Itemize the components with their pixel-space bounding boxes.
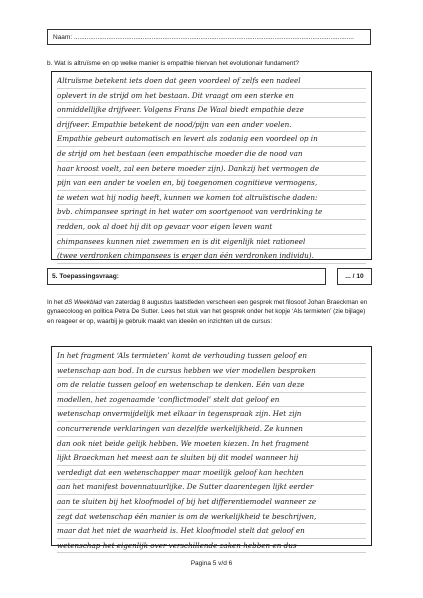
handwritten-line: In het fragment ‘Als termieten’ komt de verhouding tussen geloof en (57, 349, 366, 364)
intro-text-1: In het (47, 299, 65, 306)
answer-5-box (51, 346, 372, 550)
handwritten-line: redden, ook al doet hij dit op gevaar voor eigen leven want (57, 220, 366, 235)
name-label: Naam: ........................................................................................................................................................... (53, 34, 354, 41)
handwritten-line: oplevert in de strijd om het bestaan. Dit vraagt om een sterke en (57, 89, 366, 104)
handwritten-line: bvb. chimpansee springt in het water om soortgenoot van verdrinking te (57, 205, 366, 220)
handwritten-line: zegt dat wetenschap één manier is om de werkelijkheid te beschrijven, (57, 510, 366, 525)
handwritten-line: concurrerende verklaringen van dezelfde werkelijkheid. Ze kunnen (57, 422, 366, 437)
handwritten-line: Empathie gebeurt automatisch en levert als zodanig een voordeel op in (57, 132, 366, 147)
handwritten-line: verdedigt dat een wetenschapper maar moeilijk geloof kan hechten (57, 466, 366, 481)
handwritten-line: haar kroost voelt, zal een betere moeder zijn). Dankzij het vermogen de (57, 162, 366, 177)
handwritten-line: wetenschap onvermijdelijk met elkaar in tegenspraak zijn. Het zijn (57, 407, 366, 422)
page-number: Pagina 5 v/d 6 (190, 560, 233, 567)
score-box: ... / 10 (337, 268, 372, 285)
name-field[interactable] (47, 29, 371, 45)
handwritten-line: te weten wat hij nodig heeft, kunnen we komen tot altruïstische daden: (57, 191, 366, 206)
section-title: 5. Toepassingsvraag: (47, 268, 326, 285)
handwritten-line: (twee verdronken chimpansees is erger dan één verdronken individu). (57, 249, 366, 264)
intro-publication: dS Weekblad (64, 299, 102, 306)
handwritten-line: wetenschap aan bod. In de cursus hebben we vier modellen besproken (57, 364, 366, 379)
intro-text-2: van zaterdag 8 augustus laatstleden verscheen een gesprek met filosoof Johan Braeckman en gynaecoloog en politica Petra De Sutter. Lees het stuk van het gesprek onder het kopje ‘Als termieten’ (zie bijlage) en reageer er op, waarbij je gebruik maakt van ideeën en inzichten uit de cursus: (47, 299, 368, 325)
handwritten-line: de strijd om het bestaan (een empathische moeder die de nood van (57, 147, 366, 162)
handwritten-line: drijfveer. Empathie betekent de nood/pijn van een ander voelen. (57, 118, 366, 133)
handwritten-line: wetenschap het eigenlijk over verschillende zaken hebben en dus (57, 539, 366, 554)
handwritten-line: modellen, het zogenaamde ‘conflictmodel’ stelt dat geloof en (57, 393, 366, 408)
handwritten-line: lijkt Braeckman het meest aan te sluiten bij dit model wanneer hij (57, 451, 366, 466)
handwritten-line: dan ook niet beide gelijk hebben. We moeten kiezen. In het fragment (57, 437, 366, 452)
handwritten-line: aan het manifest bovennatuurlijke. De Sutter daarentegen lijkt eerder (57, 480, 366, 495)
answer-b-box (51, 71, 372, 260)
handwritten-line: chimpansees kunnen niet zwemmen en is dit eigenlijk niet rationeel (57, 235, 366, 250)
handwritten-line: aan te sluiten bij het kloofmodel of bij het differentiemodel wanneer ze (57, 495, 366, 510)
handwritten-line: Altruïsme betekent iets doen dat geen voordeel of zelfs een nadeel (57, 74, 366, 89)
handwritten-line: pijn van een ander te voelen en, bij toegenomen cognitieve vermogens, (57, 176, 366, 191)
handwritten-line: onmiddellijke drijfveer. Volgens Frans De Waal biedt empathie deze (57, 103, 366, 118)
question-b: b. Wat is altruïsme en op welke manier is empathie hiervan het evolutionair fundament? (47, 60, 299, 67)
assignment-intro (47, 298, 373, 326)
handwritten-line: maar dat het niet de waarheid is. Het kloofmodel stelt dat geloof en (57, 524, 366, 539)
handwritten-line: om de relatie tussen geloof en wetenschap te denken. Eén van deze (57, 378, 366, 393)
